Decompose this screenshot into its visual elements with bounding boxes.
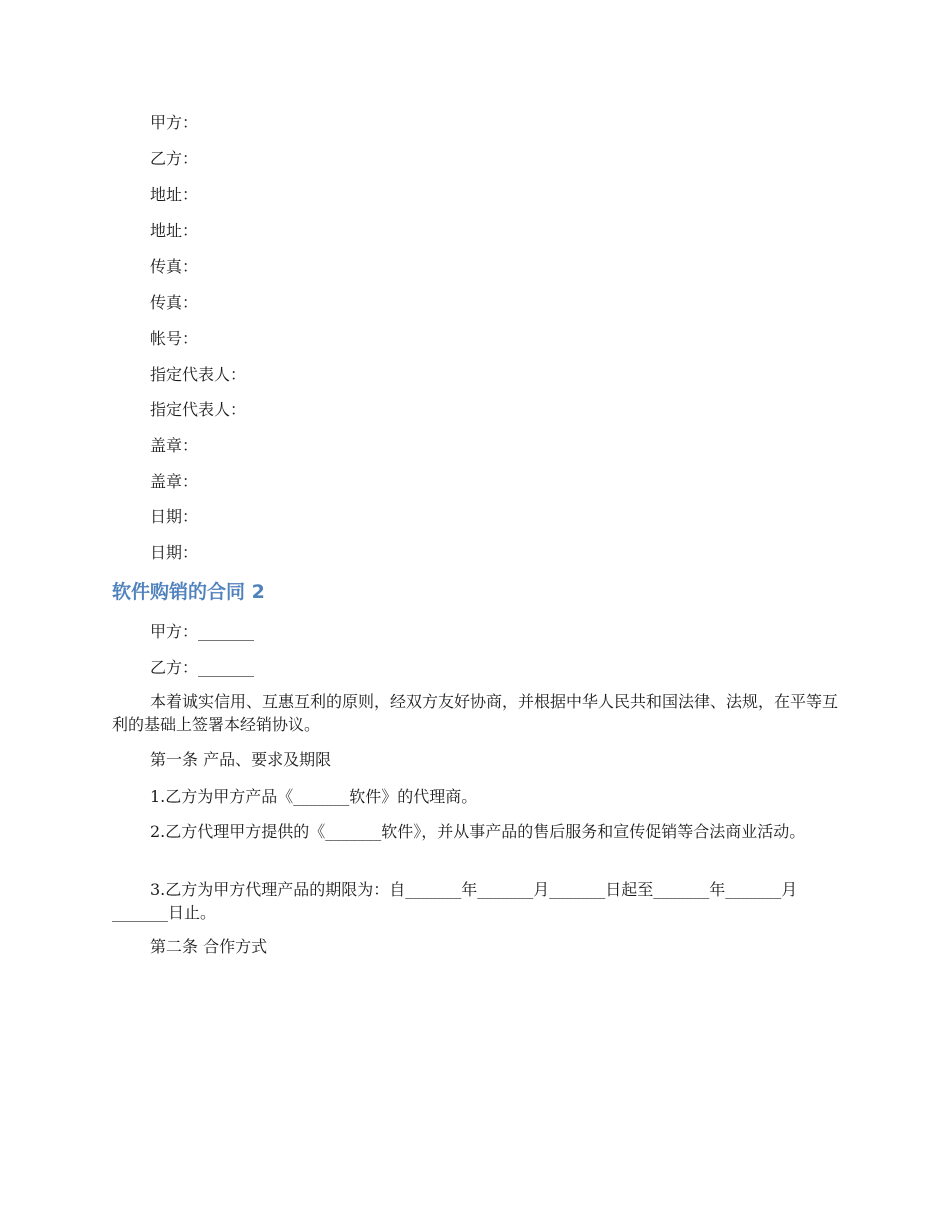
field-date-b: 日期： xyxy=(150,543,199,562)
section2-party-b: 乙方：_______ xyxy=(150,658,255,677)
field-fax-b: 传真： xyxy=(150,293,199,312)
section2-party-a: 甲方：_______ xyxy=(150,622,255,641)
article1-item3: 3.乙方为甲方代理产品的期限为：自_______年_______月_______日起至_______年_______月_______日止。 xyxy=(112,880,798,922)
field-fax-a: 传真： xyxy=(150,257,199,276)
field-date-a: 日期： xyxy=(150,507,199,526)
field-party-a: 甲方： xyxy=(150,113,199,132)
field-account: 帐号： xyxy=(150,329,199,348)
intro-paragraph: 本着诚实信用、互惠互利的原则，经双方友好协商，并根据中华人民共和国法律、法规，在平等互利的基础上签署本经销协议。 xyxy=(112,692,839,734)
section-heading: 软件购销的合同 2 xyxy=(112,581,265,603)
field-party-b: 乙方： xyxy=(150,149,199,168)
field-seal-b: 盖章： xyxy=(150,472,199,491)
article1-title: 第一条 产品、要求及期限 xyxy=(150,750,332,769)
article2-title: 第二条 合作方式 xyxy=(150,937,268,956)
field-address-a: 地址： xyxy=(150,185,199,204)
field-representative-a: 指定代表人： xyxy=(150,365,247,384)
field-address-b: 地址： xyxy=(150,221,199,240)
article1-item2: 2.乙方代理甲方提供的《_______软件》，并从事产品的售后服务和宣传促销等合法商业活动。 xyxy=(150,822,806,841)
field-seal-a: 盖章： xyxy=(150,436,199,455)
field-representative-b: 指定代表人： xyxy=(150,400,247,419)
article1-item1: 1.乙方为甲方产品《_______软件》的代理商。 xyxy=(150,787,478,806)
